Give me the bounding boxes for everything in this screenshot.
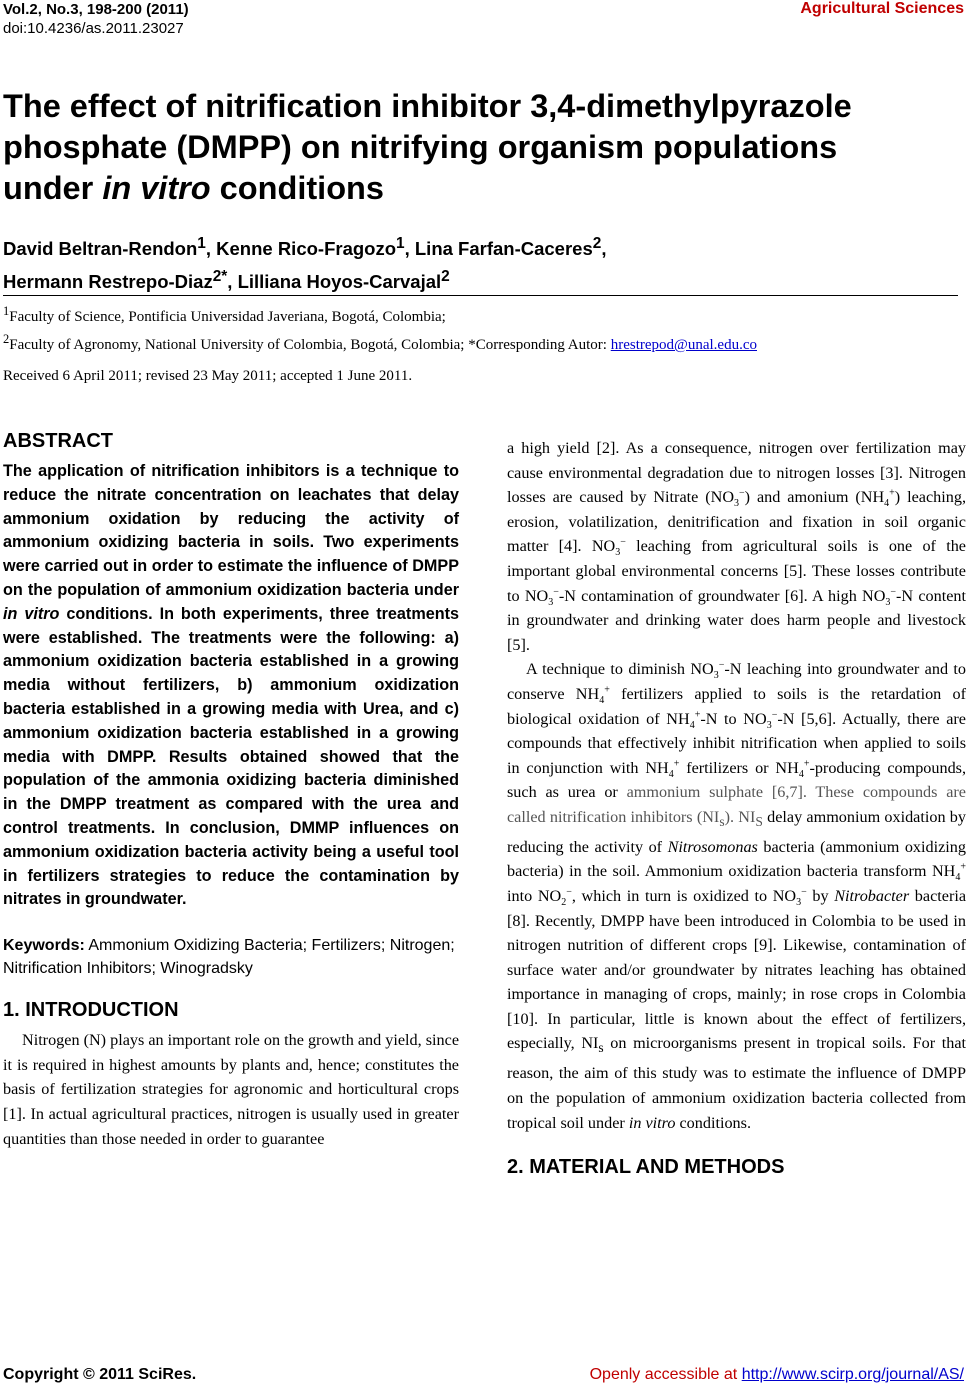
chem-sup: − <box>890 586 897 598</box>
text-span: a high yield [2]. As a consequence, nitrogen over fertilization may cause environmental degradation due to nitrogen losses [3]. Nitrogen losses are caused by Nitrate ( <box>507 439 966 507</box>
chem-sup: + <box>960 861 966 873</box>
intro-heading: 1. INTRODUCTION <box>3 999 179 1022</box>
abstract-text <box>3 460 459 912</box>
chem-text: NH <box>645 758 669 777</box>
journal-name: Agricultural Sciences <box>800 0 964 17</box>
chem-nh4 <box>666 709 701 731</box>
right-column <box>507 436 966 1179</box>
title-line: The effect of nitrification inhibitor 3,4-dimethylpyrazole <box>3 88 852 124</box>
abstract-italic: in vitro <box>3 604 60 623</box>
text-span: -N to <box>700 709 744 728</box>
text-span: leaching from agricultural soils is one of the important global environmental concerns [5]. These losses contribute to <box>507 537 966 605</box>
chem-sub: 4 <box>955 872 961 884</box>
italic-text: Nitrobacter <box>834 886 910 905</box>
text-span: fertilizers applied to soils is the retardation of biological oxidation of <box>507 684 967 728</box>
chem-sup: + <box>889 487 895 499</box>
running-header <box>3 0 189 38</box>
affiliation-sup: 1 <box>3 304 10 318</box>
author-sup: 1 <box>396 235 405 252</box>
author-sup: 2* <box>212 268 228 286</box>
journal-url-link[interactable]: http://www.scirp.org/journal/AS/ <box>741 1366 964 1383</box>
author-sep: , <box>601 238 607 260</box>
chem-sub: 3 <box>615 547 621 559</box>
text-span: -N [5,6]. Actually, there are compounds that effectively inhibit nitrification when applied to soils in conjunction with <box>507 709 966 777</box>
chem-nh4 <box>775 758 810 780</box>
text-span: ). NI <box>724 807 756 826</box>
email-link[interactable]: hrestrepod@unal.edu.co <box>610 337 757 353</box>
chem-sup: − <box>620 536 626 548</box>
chem-sup: + <box>673 758 680 770</box>
chem-text: NO <box>591 537 616 556</box>
author-name: Hermann Restrepo-Diaz <box>3 271 213 293</box>
chem-sup: − <box>566 886 572 898</box>
chem-no2 <box>537 886 572 909</box>
affiliation-text: Faculty of Agronomy, National University of Colombia, Bogotá, Colombia; *Corresponding Autor: <box>9 337 611 353</box>
abstract-heading: ABSTRACT <box>3 430 113 452</box>
italic-text: in vitro <box>628 1113 676 1132</box>
chem-sup: − <box>771 709 778 721</box>
chem-sub: 4 <box>798 768 804 780</box>
title-italic: in vitro <box>102 170 211 206</box>
abstract-span: The application of nitrification inhibitors is a technique to reduce the nitrate concentration on leachates that delay ammonium oxidation by reducing the activity of ammonium oxidizing bacteria in soils. Two experiments were carried out in order to estimate the influence of DMPP on the population of ammonium oxidization bacteria under <box>3 462 459 599</box>
text-span: delay ammonium oxidation by reducing the activity of <box>507 807 966 856</box>
chem-sub: 3 <box>713 670 719 682</box>
chem-no3 <box>743 709 778 731</box>
chem-sup: − <box>553 586 559 598</box>
received-dates: Received 6 April 2011; revised 23 May 2011; accepted 1 June 2011. <box>3 368 413 384</box>
text-span: ammonium sulphate [6,7]. These compounds are called nitrification inhibitors (NI <box>507 783 966 826</box>
methods-heading: 2. MATERIAL AND METHODS <box>507 1156 785 1179</box>
chem-text: NH <box>775 758 799 777</box>
author-name: David Beltran-Rendon <box>3 238 198 260</box>
divider <box>3 295 958 296</box>
chem-text: NO <box>772 886 797 905</box>
author-name: , Lilliana Hoyos-Carvajal <box>227 271 442 293</box>
intro-paragraph <box>507 657 966 1135</box>
journal-reference: Vol.2, No.3, 198-200 (2011) <box>3 1 189 18</box>
chem-sub: 3 <box>796 897 802 909</box>
left-column <box>3 430 459 1151</box>
chem-no3 <box>710 487 745 510</box>
abstract-span: conditions. In both experiments, three treatments were established. The treatments were the following: a) ammonium oxidization bacteria established in a growing media without fertilizers, b) ammonium oxidization bacteria established in a growing media with Urea, and c) ammonium oxidization bacteria established in a growing media with DMPP. Results obtained showed that the population of the ammonia oxidizing bacteria diminished in the DMPP treatment as compared with the urea and control treatments. In conclusion, DMMP influences on ammonium oxidization bacteria activity being a useful tool in fertilizers strategies to reduce the contamination by nitrates in groundwater. <box>3 604 459 909</box>
text-span: conditions. <box>675 1113 751 1132</box>
chem-text: NH <box>860 488 885 507</box>
chem-text: NH <box>666 709 690 728</box>
chem-text: NH <box>575 684 600 703</box>
keywords-label: Keywords: <box>3 937 85 955</box>
paper-title <box>3 86 958 209</box>
chem-text: NO <box>690 660 714 679</box>
chem-sup: − <box>801 886 807 898</box>
open-access-note <box>590 1366 964 1384</box>
text-span: by <box>806 886 835 905</box>
chem-sub: 4 <box>599 695 605 707</box>
chem-no3 <box>524 586 559 608</box>
affiliation-sup: 2 <box>3 332 10 346</box>
chem-text: NO <box>743 709 767 728</box>
title-text: conditions <box>210 170 384 206</box>
chem-text: NO <box>710 488 735 507</box>
text-span: ) and amonium ( <box>744 488 861 507</box>
text-span: bacteria (ammonium oxidizing bacteria) in the soil. Ammonium oxidization bacteria transform <box>507 837 966 881</box>
title-line: phosphate (DMPP) on nitrifying organism populations <box>3 129 838 165</box>
affiliations <box>3 300 958 356</box>
chem-sub: 3 <box>548 596 554 608</box>
author-sup: 1 <box>197 235 206 252</box>
chem-sup: + <box>694 709 701 721</box>
keywords <box>3 935 459 980</box>
chem-sup: + <box>604 684 610 696</box>
chem-sup: − <box>739 487 745 499</box>
chem-sub: s <box>719 814 725 830</box>
text-span: -N contamination of groundwater [6]. A high <box>558 586 863 605</box>
affiliation-text: Faculty of Science, Pontificia Universidad Javeriana, Bogotá, Colombia; <box>9 309 446 325</box>
chem-nh4 <box>860 487 895 510</box>
chem-sup: + <box>803 758 810 770</box>
chem-sub: 4 <box>689 719 695 731</box>
chem-no3 <box>862 586 897 608</box>
chem-text: NH <box>931 862 956 881</box>
text-span: ) leaching, erosion, volatilization, denitrification and fixation in soil organic matter [4]. <box>507 488 966 556</box>
chem-text: NO <box>524 586 549 605</box>
chem-sub: s <box>598 1040 604 1056</box>
keywords-text: Ammonium Oxidizing Bacteria; Fertilizers; Nitrogen; Nitrification Inhibitors; Winogradsky <box>3 937 455 977</box>
text-span: A technique to diminish <box>526 660 691 679</box>
chem-nh4 <box>931 861 966 884</box>
author-name: , Kenne Rico-Fragozo <box>205 238 397 260</box>
italic-text: Nitrosomonas <box>667 837 758 856</box>
chem-no3 <box>690 659 725 682</box>
text-span: fertilizers or <box>679 758 776 777</box>
author-list <box>3 230 958 296</box>
chem-no3 <box>772 886 807 909</box>
chem-nh4 <box>575 684 610 707</box>
chem-sub: 4 <box>668 768 674 780</box>
text-span: on microorganisms present in tropical soils. For that reason, the aim of this study was to estimate the influence of DMPP on the population of ammonium oxidization bacteria collected from tropical soil under <box>507 1034 967 1132</box>
title-line <box>3 168 958 209</box>
author-sup: 2 <box>441 268 450 286</box>
doi: doi:10.4236/as.2011.23027 <box>3 20 184 37</box>
affiliation-2 <box>3 328 958 356</box>
text-span: into <box>507 886 538 905</box>
chem-no3 <box>591 536 626 559</box>
text-span: , which in turn is oxidized to <box>571 886 773 905</box>
chem-nh4 <box>645 758 680 780</box>
author-name: , Lina Farfan-Caceres <box>404 238 593 260</box>
intro-paragraph: Nitrogen (N) plays an important role on the growth and yield, since it is required in highest amounts by plants and, hence; constitutes the basis of fertilization strategies for agronomic and horticultural crops [1]. In actual agricultural practices, nitrogen is usually used in greater quantities than those needed in order to guarantee <box>3 1031 459 1148</box>
text-span: bacteria [8]. Recently, DMPP have been introduced in Colombia to be used in nitrogen nutrition of different crops [9]. Likewise, contamination of surface water and/or groundwater by nitrates leaching has obtained importance in managing of crops, mainly; in rose crops in Colombia [10]. In particular, little is known about the effect of fertilizers, especially, NI <box>507 886 967 1053</box>
chem-sub: 2 <box>561 897 567 909</box>
intro-paragraph <box>507 436 966 657</box>
chem-text: NO <box>537 886 562 905</box>
text-span: -producing compounds, such as urea or <box>507 758 967 802</box>
title-text: under <box>3 170 103 206</box>
text-span: -N leaching into groundwater and to conserve <box>507 660 966 703</box>
affiliation-1 <box>3 300 958 328</box>
chem-sub: S <box>755 814 763 830</box>
chem-sub: 3 <box>734 498 740 510</box>
author-line <box>3 263 958 296</box>
copyright: Copyright © 2011 SciRes. <box>3 1366 197 1383</box>
open-access-label: Openly accessible at <box>589 1366 742 1383</box>
author-sup: 2 <box>592 235 602 252</box>
chem-sub: 3 <box>885 596 891 608</box>
chem-sub: 3 <box>766 719 772 731</box>
chem-sup: − <box>718 659 725 671</box>
author-line <box>3 230 958 263</box>
chem-sub: 4 <box>884 498 890 510</box>
chem-text: NO <box>862 586 886 605</box>
text-span: -N content in groundwater and drinking water does harm people and livestock [5]. <box>507 586 966 654</box>
